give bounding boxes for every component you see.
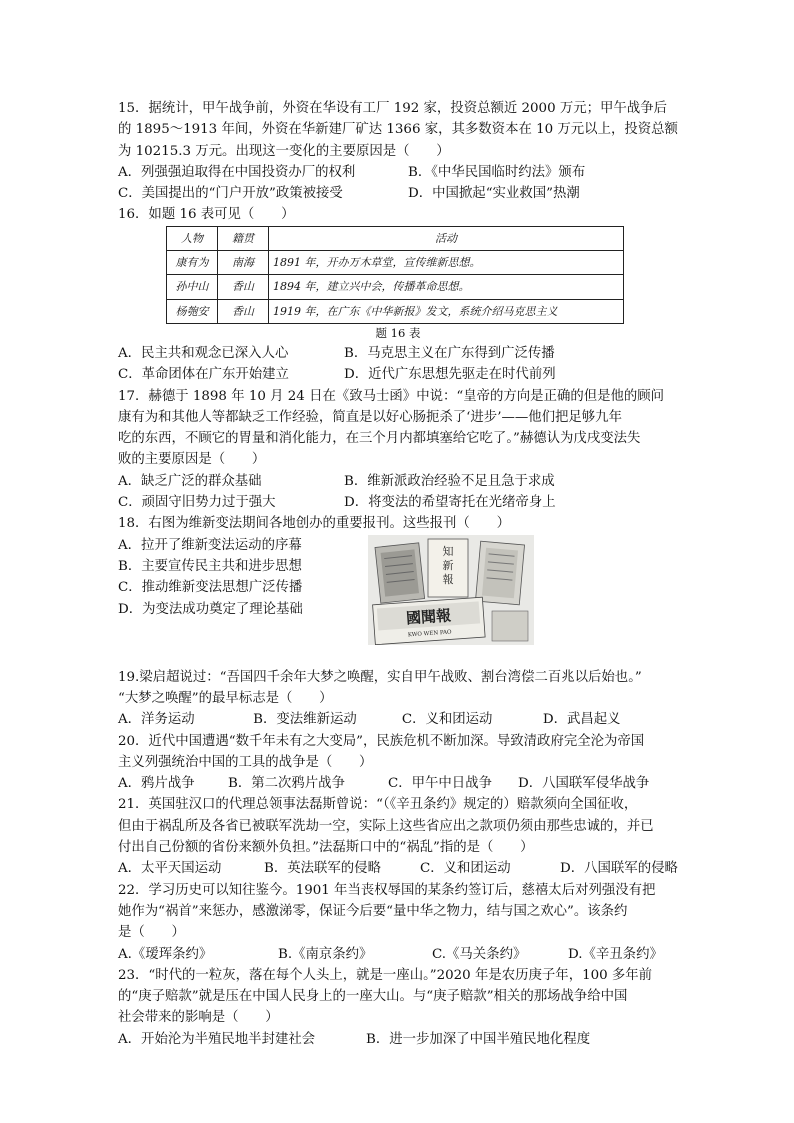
option-c: C.《马关条约》 <box>432 946 527 962</box>
question-23 <box>118 965 678 1050</box>
question-stem: 17．赫德于 1898 年 10 月 24 日在《致马士函》中说：“皇帝的方向是正确的但是他的顾问 <box>118 388 665 404</box>
question-stem: 的 1895～1913 年间，外资在华新建厂矿达 1366 家，其多数资本在 10 万元以上，投资总额 <box>118 122 678 138</box>
option-b: B．《中华民国临时约法》颁布 <box>408 164 586 180</box>
option-row <box>118 492 678 513</box>
option-row <box>118 364 678 385</box>
option-row <box>118 944 678 965</box>
option-c: C．革命团体在广东开始建立 <box>118 367 289 383</box>
newspapers-illustration <box>368 535 534 645</box>
option-d: D．将变法的希望寄托在光绪帝身上 <box>344 495 556 511</box>
question-16 <box>118 204 678 385</box>
option-b: B．变法维新运动 <box>253 712 357 728</box>
question-stem: 16．如题 16 表可见（ ） <box>118 207 295 223</box>
option-row <box>118 162 678 183</box>
table-cell: 香山 <box>218 299 269 323</box>
option-c: C．顽固守旧势力过于强大 <box>118 495 276 511</box>
paper-title-char: 報 <box>442 572 454 586</box>
option-b: B．第二次鸦片战争 <box>228 776 345 792</box>
newspapers-photo <box>368 535 534 645</box>
option-row <box>118 709 678 730</box>
question-stem: 社会带来的影响是（ ） <box>118 1010 279 1026</box>
question-stem: 败的主要原因是（ ） <box>118 452 266 468</box>
option-d: D．八国联军的侵略 <box>560 861 678 877</box>
option-d: D．武昌起义 <box>542 712 621 728</box>
option-b: B.《南京条约》 <box>278 946 373 962</box>
newspaper-right <box>475 541 524 605</box>
option-row <box>118 858 678 879</box>
option-d: D．八国联军侵华战争 <box>518 776 650 792</box>
option-row <box>118 773 678 794</box>
table-row <box>167 299 624 323</box>
option-c: C．义和团运动 <box>401 712 493 728</box>
newspaper-guowenbao <box>373 597 486 645</box>
table-row <box>167 251 624 275</box>
table-cell: 杨匏安 <box>167 299 218 323</box>
question-stem: 吃的东西，不顾它的胃量和消化能力，在三个月内都填塞给它吃了。”赫德认为戊戌变法失 <box>118 431 641 447</box>
table-row <box>167 275 624 299</box>
table-cell: 康有为 <box>167 251 218 275</box>
option-list <box>118 535 348 645</box>
question-stem: 18．右图为维新变法期间各地创办的重要报刊。这些报刊（ ） <box>118 516 510 532</box>
table-caption: 题 16 表 <box>375 325 421 340</box>
exam-page <box>118 98 678 1050</box>
table-header-cell: 人物 <box>167 226 218 250</box>
option-d: D.《辛丑条约》 <box>568 946 663 962</box>
question-stem: 15．据统计，甲午战争前，外资在华设有工厂 192 家，投资总额近 2000 万元；甲午战争后 <box>118 101 667 116</box>
option-a: A．缺乏广泛的群众基础 <box>118 473 262 489</box>
option-c: C．推动维新变法思想广泛传播 <box>118 580 303 596</box>
option-row <box>118 343 678 364</box>
table-header-cell: 活动 <box>269 226 624 250</box>
table-cell: 1891 年，开办万木草堂，宣传维新思想。 <box>269 251 624 275</box>
option-b: B．主要宣传民主共和进步思想 <box>118 558 302 574</box>
option-a: A．民主共和观念已深入人心 <box>118 345 289 361</box>
figure-table-16 <box>166 226 624 324</box>
question-15 <box>118 98 678 204</box>
option-a: A．列强强迫取得在中国投资办厂的权利 <box>118 164 356 180</box>
question-18-body <box>118 535 678 645</box>
paper-subtitle: KWO WEN PAO <box>407 629 452 639</box>
question-stem: 23．“时代的一粒灰，落在每个人头上，就是一座山。”2020 年是农历庚子年，100 多年前 <box>118 967 653 983</box>
option-row <box>118 1029 678 1050</box>
question-21 <box>118 794 678 879</box>
table-cell: 孙中山 <box>167 275 218 299</box>
option-d: D．近代广东思想先驱走在时代前列 <box>344 367 556 383</box>
option-b: B．进一步加深了中国半殖民地化程度 <box>366 1031 591 1047</box>
question-stem: 为 10215.3 万元。出现这一变化的主要原因是（ ） <box>118 143 450 159</box>
question-stem: 22．学习历史可以知往鉴今。1901 年当丧权辱国的某条约签订后，慈禧太后对列强没有把 <box>118 882 656 898</box>
question-stem: 21．英国驻汉口的代理总领事法磊斯曾说：“（《辛丑条约》规定的）赔款须向全国征收， <box>118 797 638 813</box>
question-stem: 她作为“祸首”来惩办，感激涕零，保证今后要“量中华之物力，结与国之欢心”。该条约 <box>118 903 628 919</box>
table-cell: 南海 <box>218 251 269 275</box>
option-row <box>118 471 678 492</box>
question-22 <box>118 880 678 965</box>
table-cell: 香山 <box>218 275 269 299</box>
newspaper-corner <box>492 611 528 641</box>
option-a: A.《瑷珲条约》 <box>118 946 213 962</box>
paper-title-char: 知 <box>442 544 454 558</box>
option-a: A．鸦片战争 <box>118 776 195 792</box>
option-d: D．为变法成功奠定了理论基础 <box>118 601 303 617</box>
question-stem: 20．近代中国遭遇“数千年未有之大变局”，民族危机不断加深。导致清政府完全沦为帝国 <box>118 733 645 749</box>
option-a: A．洋务运动 <box>118 712 195 728</box>
question-20 <box>118 731 678 795</box>
newspaper-left <box>375 543 425 603</box>
option-c: C．美国提出的“门户开放”政策被接受 <box>118 186 343 202</box>
question-stem: 康有为和其他人等都缺乏工作经验，简直是以好心肠扼杀了‘进步’——他们把足够九年 <box>118 409 622 425</box>
option-b: B．英法联军的侵略 <box>264 861 381 877</box>
question-stem: 付出自己份额的省份来额外负担。”法磊斯口中的“祸乱”指的是（ ） <box>118 840 534 856</box>
option-c: C．义和团运动 <box>420 861 511 877</box>
option-a: A．太平天国运动 <box>118 861 222 877</box>
option-row <box>118 183 678 204</box>
option-c: C．甲午中日战争 <box>388 776 492 792</box>
question-17 <box>118 386 678 514</box>
newspaper-zhixinbao <box>428 539 468 597</box>
option-a: A．拉开了维新变法运动的序幕 <box>118 537 302 553</box>
question-stem: 19.梁启超说过：“吾国四千余年大梦之唤醒，实自甲午战败、割台湾偿二百兆以后始也。” <box>118 669 642 685</box>
question-stem: 的“庚子赔款”就是压在中国人民身上的一座大山。与“庚子赔款”相关的那场战争给中国 <box>118 989 628 1005</box>
table-header-cell: 籍贯 <box>218 226 269 250</box>
table-header-row <box>167 226 624 250</box>
table-cell: 1919 年，在广东《中华新报》发文，系统介绍马克思主义 <box>269 299 624 323</box>
paper-title-char: 新 <box>442 558 454 572</box>
question-stem: 是（ ） <box>118 925 185 941</box>
question-stem: 主义列强统治中国的工具的战争是（ ） <box>118 754 373 770</box>
question-19 <box>118 667 678 731</box>
option-d: D．中国掀起“实业救国”热潮 <box>408 186 580 202</box>
question-18 <box>118 513 678 644</box>
question-stem: 但由于祸乱所及各省已被联军洗劫一空，实际上这些省应出之款项仍须由那些忠诚的，并已 <box>118 818 654 834</box>
table-cell: 1894 年，建立兴中会，传播革命思想。 <box>269 275 624 299</box>
option-b: B．马克思主义在广东得到广泛传播 <box>344 345 555 361</box>
paper-title: 國聞報 <box>405 606 452 628</box>
option-a: A．开始沦为半殖民地半封建社会 <box>118 1031 316 1047</box>
option-b: B．维新派政治经验不足且急于求成 <box>344 473 555 489</box>
question-stem: “大梦之唤醒”的最早标志是（ ） <box>118 690 333 706</box>
